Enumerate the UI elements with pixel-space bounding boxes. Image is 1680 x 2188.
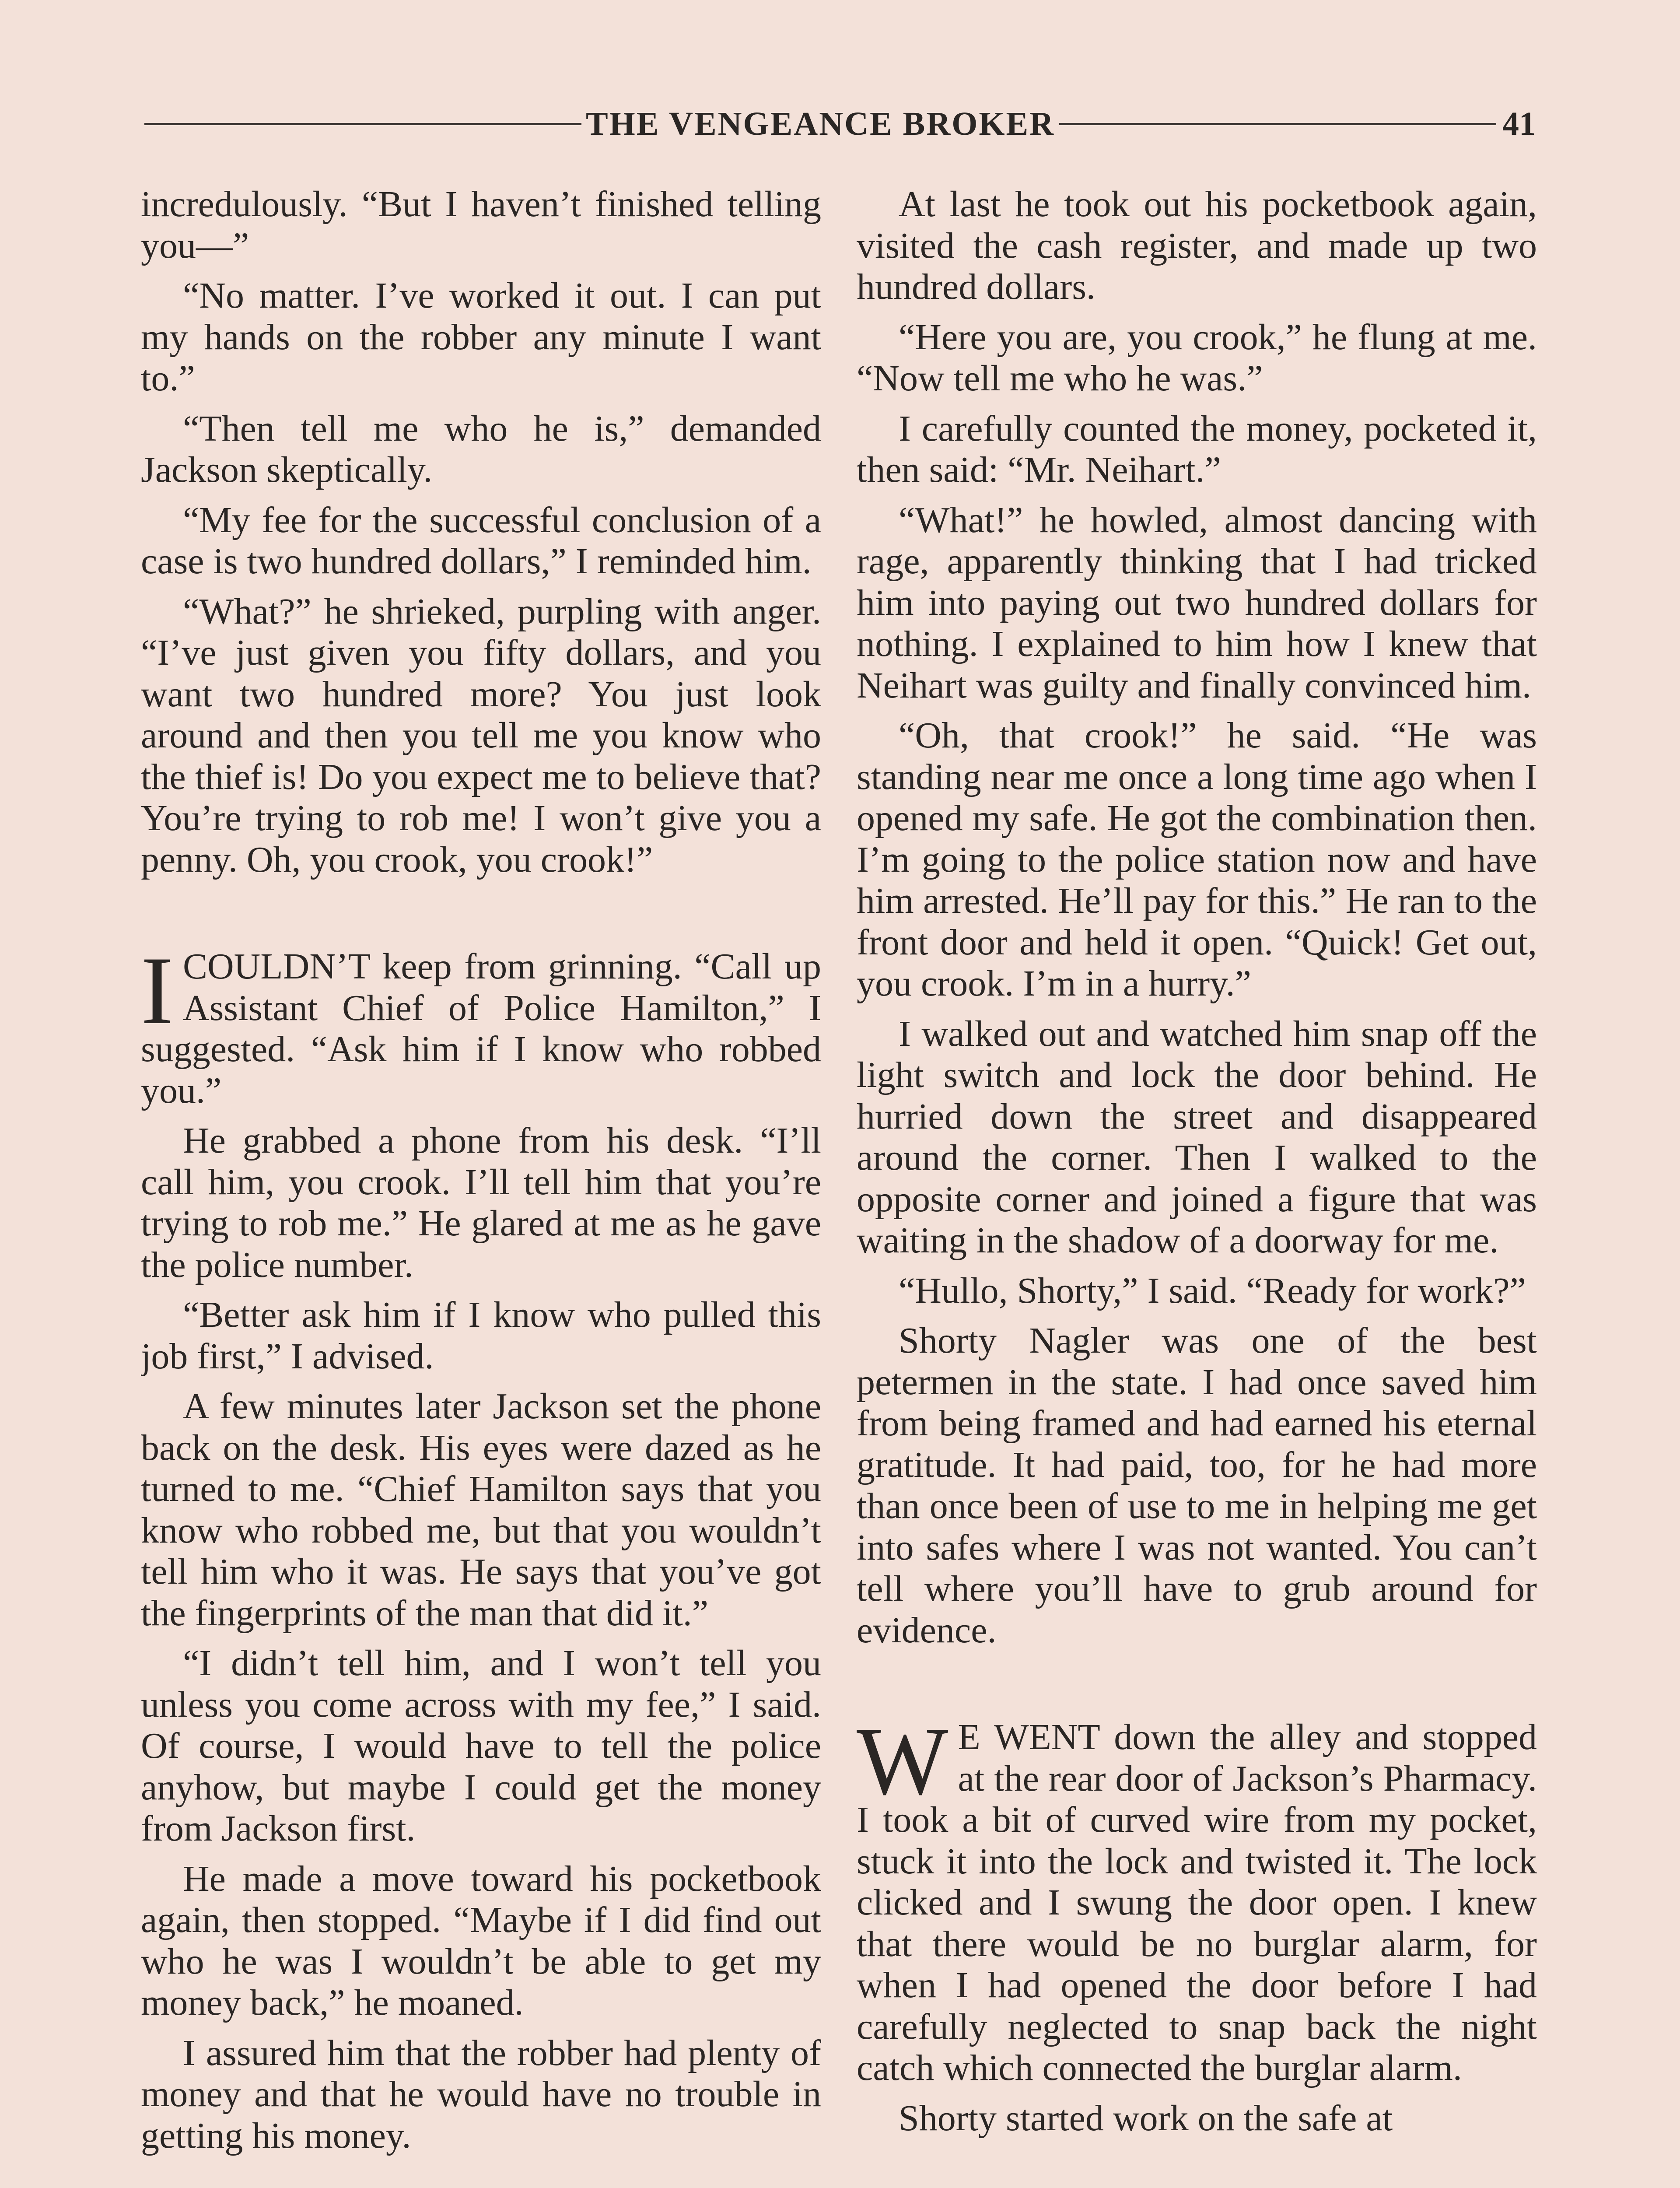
- paragraph-text: Shorty started work on the safe at: [899, 2097, 1393, 2139]
- paragraph-text: I carefully counted the money, pocketed it, then said: “Mr. Neihart.”: [857, 408, 1537, 490]
- paragraph-text: I assured him that the robber had plenty of money and that he would have no trouble in getting his money.: [141, 2032, 821, 2156]
- paragraph-text: “Hullo, Shorty,” I said. “Ready for work?”: [899, 1270, 1526, 1311]
- paragraph: [141, 937, 821, 1112]
- paragraph: [141, 591, 821, 881]
- paragraph: [857, 2098, 1537, 2139]
- page-number: 41: [1502, 105, 1536, 142]
- paragraph: [857, 1270, 1537, 1312]
- paragraph-text: “What!” he howled, almost dancing with rage, apparently thinking that I had tricked him into paying out two hundred dollars for nothing. I explained to him how I knew that Neihart was guilty and finally convinced him.: [857, 499, 1537, 706]
- header-rule-left: [144, 123, 581, 125]
- paragraph: [141, 1386, 821, 1634]
- paragraph-text: “Better ask him if I know who pulled this job first,” I advised.: [141, 1294, 821, 1377]
- paragraph: [141, 1643, 821, 1850]
- running-title: THE VENGEANCE BROKER: [585, 105, 1055, 142]
- paragraph: [141, 408, 821, 491]
- paragraph: [141, 1858, 821, 2024]
- left-column: [141, 184, 821, 2188]
- right-column: [857, 184, 1537, 2188]
- paragraph: [857, 1013, 1537, 1262]
- header-rule-right: [1059, 123, 1496, 125]
- paragraph: [857, 184, 1537, 308]
- paragraph-text: incredulously. “But I haven’t finished telling you—”: [141, 184, 821, 266]
- drop-cap: I: [141, 937, 173, 1045]
- paragraph: [857, 317, 1537, 400]
- paragraph-text: “I didn’t tell him, and I won’t tell you unless you come across with my fee,” I said. Of course, I would have to tell the police anyhow, but maybe I could get the money from Jackson first.: [141, 1643, 821, 1849]
- paragraph-text: “Then tell me who he is,” demanded Jackson skeptically.: [141, 408, 821, 490]
- paragraph: [141, 500, 821, 582]
- paragraph: [141, 184, 821, 266]
- paragraph-text: “What?” he shrieked, purpling with anger. “I’ve just given you fifty dollars, and you want two hundred more? You just look around and then you tell me you know who the thief is! Do you expect me to believe that? You’re trying to rob me! I won’t give you a penny. Oh, you crook, you crook!”: [141, 591, 821, 880]
- paragraph-text: “Here you are, you crook,” he flung at me. “Now tell me who he was.”: [857, 316, 1537, 399]
- paragraph: [141, 1120, 821, 1286]
- paragraph: [857, 500, 1537, 707]
- paragraph-text: COULDN’T keep from grinning. “Call up Assistant Chief of Police Hamilton,” I suggested. “Ask him if I know who robbed you.”: [141, 946, 821, 1111]
- paragraph-text: A few minutes later Jackson set the phone back on the desk. His eyes were dazed as he turned to me. “Chief Hamilton says that you know who robbed me, but that you wouldn’t tell him who it was. He says that you’ve got the fingerprints of the man that did it.”: [141, 1386, 821, 1634]
- paragraph-text: “My fee for the successful conclusion of a case is two hundred dollars,” I reminded him.: [141, 499, 821, 582]
- paragraph: [857, 408, 1537, 491]
- paragraph: [857, 1320, 1537, 1651]
- drop-cap: W: [857, 1708, 948, 1815]
- paragraph-text: Shorty Nagler was one of the best petermen in the state. I had once saved him from being framed and had earned his eternal gratitude. It had paid, too, for he had more than once been of use to me in helping me get into safes where I was not wanted. You can’t tell where you’ll have to grub around for evidence.: [857, 1320, 1537, 1651]
- paragraph-text: At last he took out his pocketbook again, visited the cash register, and made up two hundred dollars.: [857, 184, 1537, 307]
- paragraph: [857, 715, 1537, 1005]
- paragraph: [141, 2033, 821, 2157]
- paragraph-text: “Oh, that crook!” he said. “He was standing near me once a long time ago when I opened my safe. He got the combination then. I’m going to the police station now and have him arrested. He’ll pay for this.” He ran to the front door and held it open. “Quick! Get out, you crook. I’m in a hurry.”: [857, 715, 1537, 1004]
- paragraph-text: E WENT down the alley and stopped at the rear door of Jackson’s Pharmacy. I took a bit of curved wire from my pocket, stuck it into the lock and twisted it. The lock clicked and I swung the door open. I knew that there would be no burglar alarm, for when I had opened the door before I had carefully neglected to snap back the night catch which connected the burglar alarm.: [857, 1717, 1537, 2088]
- paragraph: [857, 1708, 1537, 2089]
- running-header: [144, 104, 1536, 144]
- paragraph-text: He grabbed a phone from his desk. “I’ll call him, you crook. I’ll tell him that you’re trying to rob me.” He glared at me as he gave the police number.: [141, 1120, 821, 1285]
- paragraph-text: “No matter. I’ve worked it out. I can put my hands on the robber any minute I want to.”: [141, 275, 821, 399]
- paragraph-text: He made a move toward his pocketbook again, then stopped. “Maybe if I did find out who he was I wouldn’t be able to get my money back,” he moaned.: [141, 1858, 821, 2023]
- paragraph: [141, 275, 821, 400]
- paragraph: [141, 1294, 821, 1377]
- paragraph-text: I walked out and watched him snap off the light switch and lock the door behind. He hurried down the street and disappeared around the corner. Then I walked to the opposite corner and joined a figure that was waiting in the shadow of a doorway for me.: [857, 1013, 1537, 1261]
